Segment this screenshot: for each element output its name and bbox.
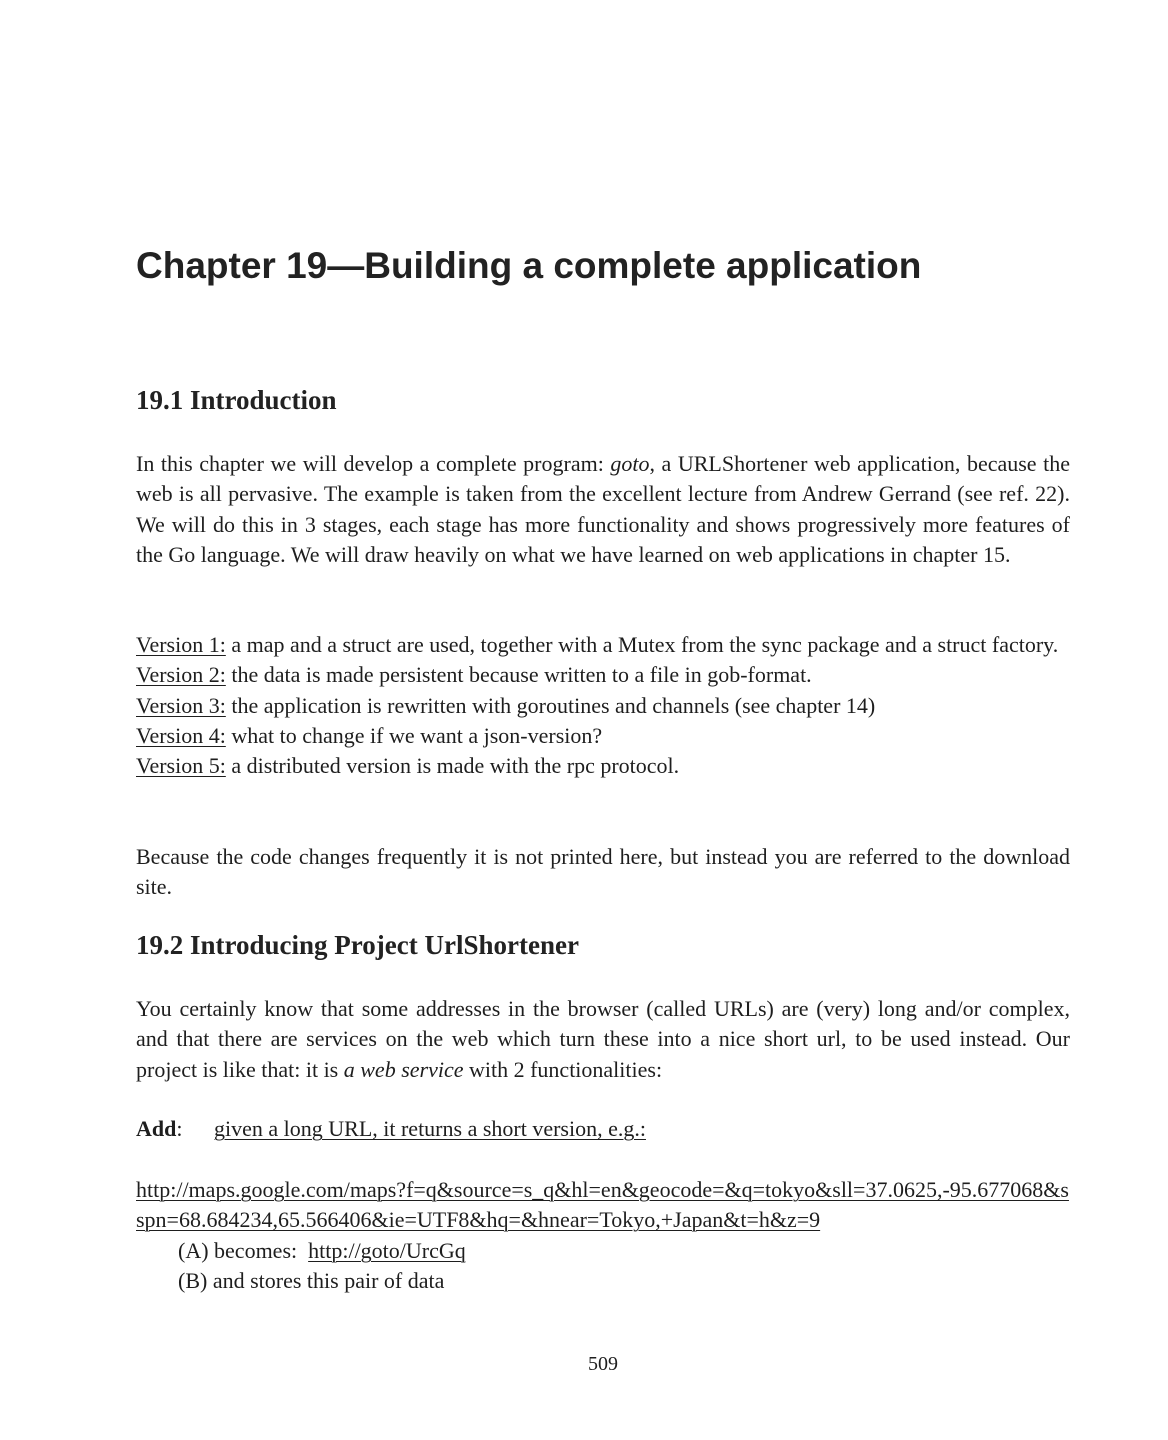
version-text: the application is rewritten with goroutines and channels (see chapter 14) [225, 692, 876, 718]
page-number: 509 [588, 1353, 618, 1375]
version-label: Version 2: [136, 662, 226, 688]
add-label: Add [136, 1116, 177, 1141]
section-heading-introduction: 19.1 Introduction [136, 385, 337, 415]
add-colon: : [176, 1116, 183, 1141]
intro-paragraph [136, 449, 1070, 570]
add-description: given a long URL, it returns a short version, e.g.: [214, 1116, 646, 1141]
add-functionality [136, 1114, 646, 1144]
urlshortener-text-start: You certainly know that some addresses in the browser (called URLs) are (very) long and/or complex, and that there are services on the web which turn these into a nice short url, to be used instead. Our project is like that: it is [136, 996, 1070, 1082]
version-text: what to change if we want a json-version? [225, 722, 603, 748]
version-text: a map and a struct are used, together with a Mutex from the sync package and a struct factory. [225, 632, 1059, 657]
version-item [136, 751, 1070, 781]
version-text: the data is made persistent because written to a file in gob-format. [225, 662, 812, 688]
version-item [136, 691, 1070, 721]
version-label: Version 4: [136, 722, 226, 748]
version-text: a distributed version is made with the rpc protocol. [225, 753, 680, 779]
web-service-emphasis: a web service [343, 1056, 464, 1082]
version-item [136, 660, 1070, 690]
item-a-prefix: (A) becomes: [178, 1238, 309, 1263]
version-item [136, 721, 1070, 751]
version-label: Version 1: [136, 632, 226, 657]
chapter-title-separator: — [327, 245, 365, 286]
page [136, 0, 1070, 1440]
program-name-emphasis: goto [610, 451, 650, 476]
intro-text-end: , a URLShortener web application, because the web is all pervasive. The example is taken from the excellent lecture from Andrew Gerrand (see ref. 22). We will do this in 3 stages, each stage has more functionality and shows progressively more features of the Go language. We will draw heavily on what we have learned on web applications in chapter 15. [136, 451, 1070, 567]
short-url-link[interactable]: http://goto/UrcGq [308, 1238, 466, 1263]
urlshortener-text-end: with 2 functionalities: [463, 1056, 663, 1082]
section-heading-urlshortener: 19.2 Introducing Project UrlShortener [136, 930, 579, 960]
download-note-paragraph: Because the code changes frequently it is not printed here, but instead you are referred to the download site. [136, 844, 1070, 900]
version-label: Version 3: [136, 692, 226, 718]
item-a [178, 1236, 466, 1266]
version-list [136, 630, 1070, 781]
version-label: Version 5: [136, 753, 226, 779]
intro-text-start: In this chapter we will develop a complete program: [136, 451, 611, 476]
chapter-title [136, 244, 921, 288]
version-item [136, 630, 1070, 660]
item-b: (B) and stores this pair of data [178, 1268, 445, 1293]
chapter-number: Chapter 19 [136, 245, 328, 286]
long-url-link[interactable]: http://maps.google.com/maps?f=q&source=s_q&hl=en&geocode=&q=tokyo&sll=37.0625,-95.677068&sspn=68.684234,65.566406&ie=UTF8&hq=&hnear=Tokyo,+Japan&t=h&z=9 [136, 1177, 1069, 1233]
urlshortener-paragraph [136, 994, 1070, 1085]
chapter-title-text: Building a complete application [364, 245, 922, 286]
long-url-example [136, 1175, 1070, 1236]
